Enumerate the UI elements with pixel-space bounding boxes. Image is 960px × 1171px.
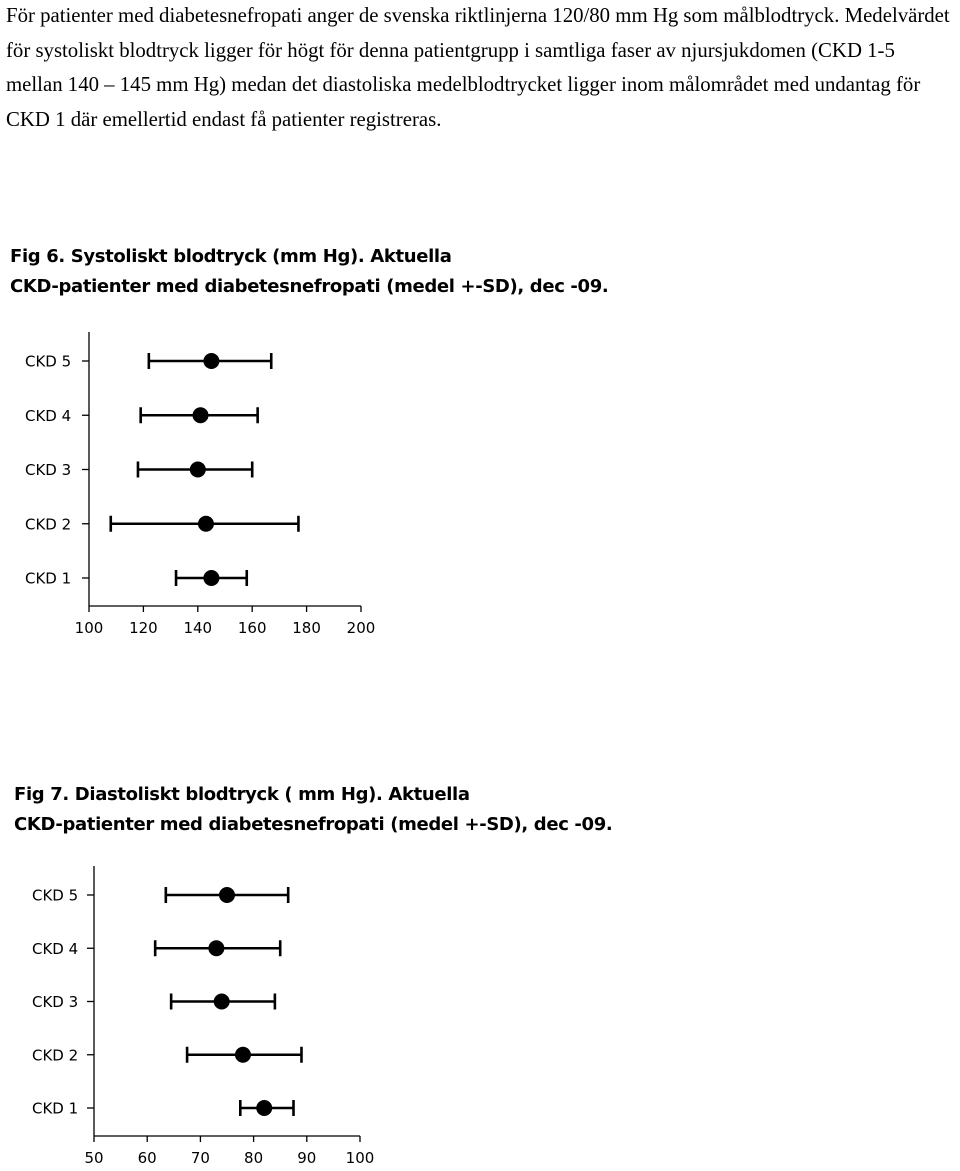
fig7-mean-point (235, 1047, 251, 1063)
fig7-x-tick-label: 80 (244, 1149, 264, 1167)
fig6-title-line1: Fig 6. Systoliskt blodtryck (mm Hg). Aktuella (10, 246, 452, 267)
fig6-title (10, 242, 608, 302)
fig6-x-tick-label: 140 (183, 619, 213, 637)
fig6-x-tick-label: 120 (129, 619, 158, 637)
fig6-y-tick-label: CKD 4 (25, 406, 72, 425)
fig7-x-tick-label: 70 (190, 1149, 210, 1167)
fig7-x-tick-label: 60 (137, 1149, 157, 1167)
fig7-mean-point (256, 1100, 272, 1116)
fig6-y-tick-label: CKD 5 (25, 352, 72, 371)
fig7-x-tick-label: 50 (84, 1149, 104, 1167)
fig6-x-tick-label: 180 (292, 619, 321, 637)
fig6-mean-point (198, 516, 214, 532)
fig6-mean-point (203, 353, 219, 369)
fig6-x-tick-label: 200 (346, 619, 376, 637)
fig6-mean-point (193, 407, 209, 423)
fig7-y-tick-label: CKD 5 (32, 886, 79, 905)
fig6-y-tick-label: CKD 1 (25, 569, 72, 588)
intro-paragraph: För patienter med diabetesnefropati anger de svenska riktlinjerna 120/80 mm Hg som målblodtryck. Medelvärdet för systoliskt blodtryck ligger för högt för denna patientgrupp i samtliga faser av njursjukdomen (CKD 1-5 mellan 140 – 145 mm Hg) medan det diastoliska medelblodtrycket ligger inom målområdet med undantag för CKD 1 där emellertid endast få patienter registreras. (6, 4, 950, 131)
fig7-x-tick-label: 90 (297, 1149, 317, 1167)
fig6-chart (0, 320, 400, 650)
fig7-title-line1: Fig 7. Diastoliskt blodtryck ( mm Hg). Aktuella (14, 784, 470, 805)
fig6-y-tick-label: CKD 2 (25, 515, 72, 534)
fig6-title-line2: CKD-patienter med diabetesnefropati (medel +-SD), dec -09. (10, 276, 609, 297)
fig6-y-tick-label: CKD 3 (25, 461, 72, 479)
fig7-y-tick-label: CKD 4 (32, 939, 79, 958)
fig6-x-tick-label: 160 (237, 619, 267, 637)
fig7-y-tick-label: CKD 2 (32, 1046, 79, 1065)
fig7-mean-point (219, 887, 235, 903)
fig7-y-tick-label: CKD 1 (32, 1099, 79, 1118)
fig7-title (14, 780, 612, 840)
fig7-chart (0, 860, 400, 1171)
fig7-title-line2: CKD-patienter med diabetesnefropati (medel +-SD), dec -09. (14, 814, 613, 835)
fig7-y-tick-label: CKD 3 (32, 993, 79, 1011)
fig7-mean-point (214, 994, 230, 1010)
fig7-mean-point (208, 940, 224, 956)
fig6-mean-point (190, 462, 206, 478)
fig6-mean-point (203, 570, 219, 586)
fig7-x-tick-label: 100 (345, 1149, 375, 1167)
fig6-x-tick-label: 100 (74, 619, 104, 637)
